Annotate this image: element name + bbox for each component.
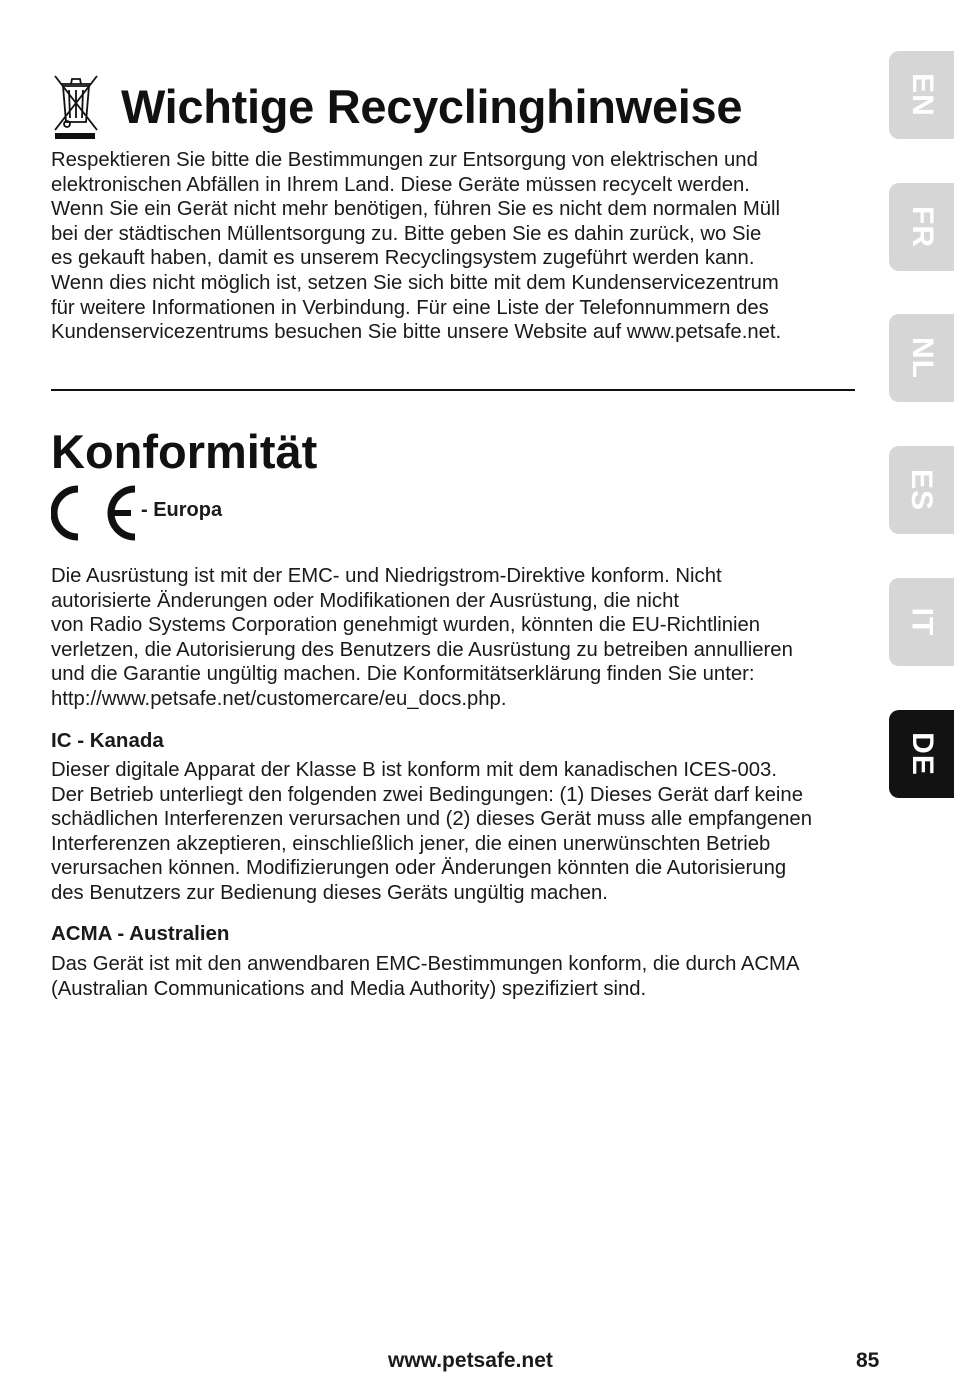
- text-line: Respektieren Sie bitte die Bestimmungen zur Entsorgung von elektrischen und: [51, 149, 758, 171]
- text-line: (Australian Communications and Media Authority) spezifiziert sind.: [51, 977, 647, 1000]
- tab-label: IT: [905, 607, 939, 637]
- text-line: für weitere Informationen in Verbindung. Für eine Liste der Telefonnummern des: [51, 296, 769, 319]
- acma-australia-heading: ACMA - Australien: [51, 922, 230, 945]
- text-line: Dieser digitale Apparat der Klasse B ist konform mit dem kanadischen ICES-003.: [51, 759, 777, 781]
- footer-url: www.petsafe.net: [388, 1349, 553, 1372]
- text-line: Kundenservicezentrums besuchen Sie bitte unsere Website auf www.petsafe.net.: [51, 321, 782, 344]
- recycling-paragraph: [51, 148, 859, 345]
- text-line: es gekauft haben, damit es unserem Recyclingsystem zugeführt werden kann.: [51, 247, 755, 270]
- tab-label: NL: [905, 337, 939, 379]
- ce-region-label: - Europa: [141, 498, 223, 521]
- ce-mark-icon: [51, 483, 139, 543]
- text-line: elektronischen Abfällen in Ihrem Land. Diese Geräte müssen recycelt werden.: [51, 173, 750, 196]
- text-line: verletzen, die Autorisierung des Benutzers die Ausrüstung zu betreiben annullieren: [51, 638, 793, 661]
- text-line: schädlichen Interferenzen verursachen und (2) dieses Gerät muss alle empfangenen: [51, 808, 812, 831]
- tab-en[interactable]: [889, 51, 954, 139]
- ce-europe-heading: [51, 483, 222, 543]
- tab-label: ES: [905, 468, 939, 512]
- tab-de[interactable]: [889, 710, 954, 798]
- text-line: Das Gerät ist mit den anwendbaren EMC-Bestimmungen konform, die durch ACMA: [51, 953, 800, 975]
- crossed-out-wheelie-bin-icon: [51, 72, 101, 140]
- tab-nl[interactable]: [889, 314, 954, 402]
- text-line: verursachen können. Modifizierungen oder Änderungen könnten die Autorisierung: [51, 857, 787, 880]
- text-line: von Radio Systems Corporation genehmigt wurden, könnten die EU-Richtlinien: [51, 614, 761, 637]
- conformity-title: Konformität: [51, 425, 318, 478]
- ce-paragraph: [51, 564, 859, 712]
- ic-paragraph: [51, 758, 859, 906]
- text-line: Der Betrieb unterliegt den folgenden zwei Bedingungen: (1) Dieses Gerät darf keine: [51, 783, 803, 806]
- text-line: Wenn dies nicht möglich ist, setzen Sie sich bitte mit dem Kundenservicezentrum: [51, 271, 779, 294]
- tab-it[interactable]: [889, 578, 954, 666]
- tab-label: DE: [905, 732, 939, 776]
- recycling-title: Wichtige Recyclinghinweise: [121, 79, 743, 133]
- text-line: bei der städtischen Müllentsorgung zu. Bitte geben Sie es dahin zurück, wo Sie: [51, 222, 762, 245]
- text-line: autorisierte Änderungen oder Modifikationen der Ausrüstung, die nicht: [51, 589, 679, 612]
- text-line: Interferenzen akzeptieren, einschließlich jener, die einen unerwünschten Betrieb: [51, 832, 771, 855]
- section-divider: [51, 389, 855, 391]
- tab-fr[interactable]: [889, 183, 954, 271]
- tab-label: EN: [905, 73, 939, 117]
- text-line: des Benutzers zur Bedienung dieses Geräts ungültig machen.: [51, 881, 608, 904]
- page-number: 85: [856, 1349, 880, 1372]
- acma-paragraph: [51, 952, 859, 1001]
- tab-label: FR: [905, 206, 939, 248]
- text-line: http://www.petsafe.net/customercare/eu_docs.php.: [51, 687, 507, 710]
- ic-canada-heading: IC - Kanada: [51, 729, 164, 752]
- text-line: Wenn Sie ein Gerät nicht mehr benötigen, führen Sie es nicht dem normalen Müll: [51, 198, 781, 221]
- recycling-heading: [51, 72, 742, 140]
- text-line: und die Garantie ungültig machen. Die Konformitätserklärung finden Sie unter:: [51, 663, 755, 686]
- tab-es[interactable]: [889, 446, 954, 534]
- text-line: Die Ausrüstung ist mit der EMC- und Niedrigstrom-Direktive konform. Nicht: [51, 565, 722, 587]
